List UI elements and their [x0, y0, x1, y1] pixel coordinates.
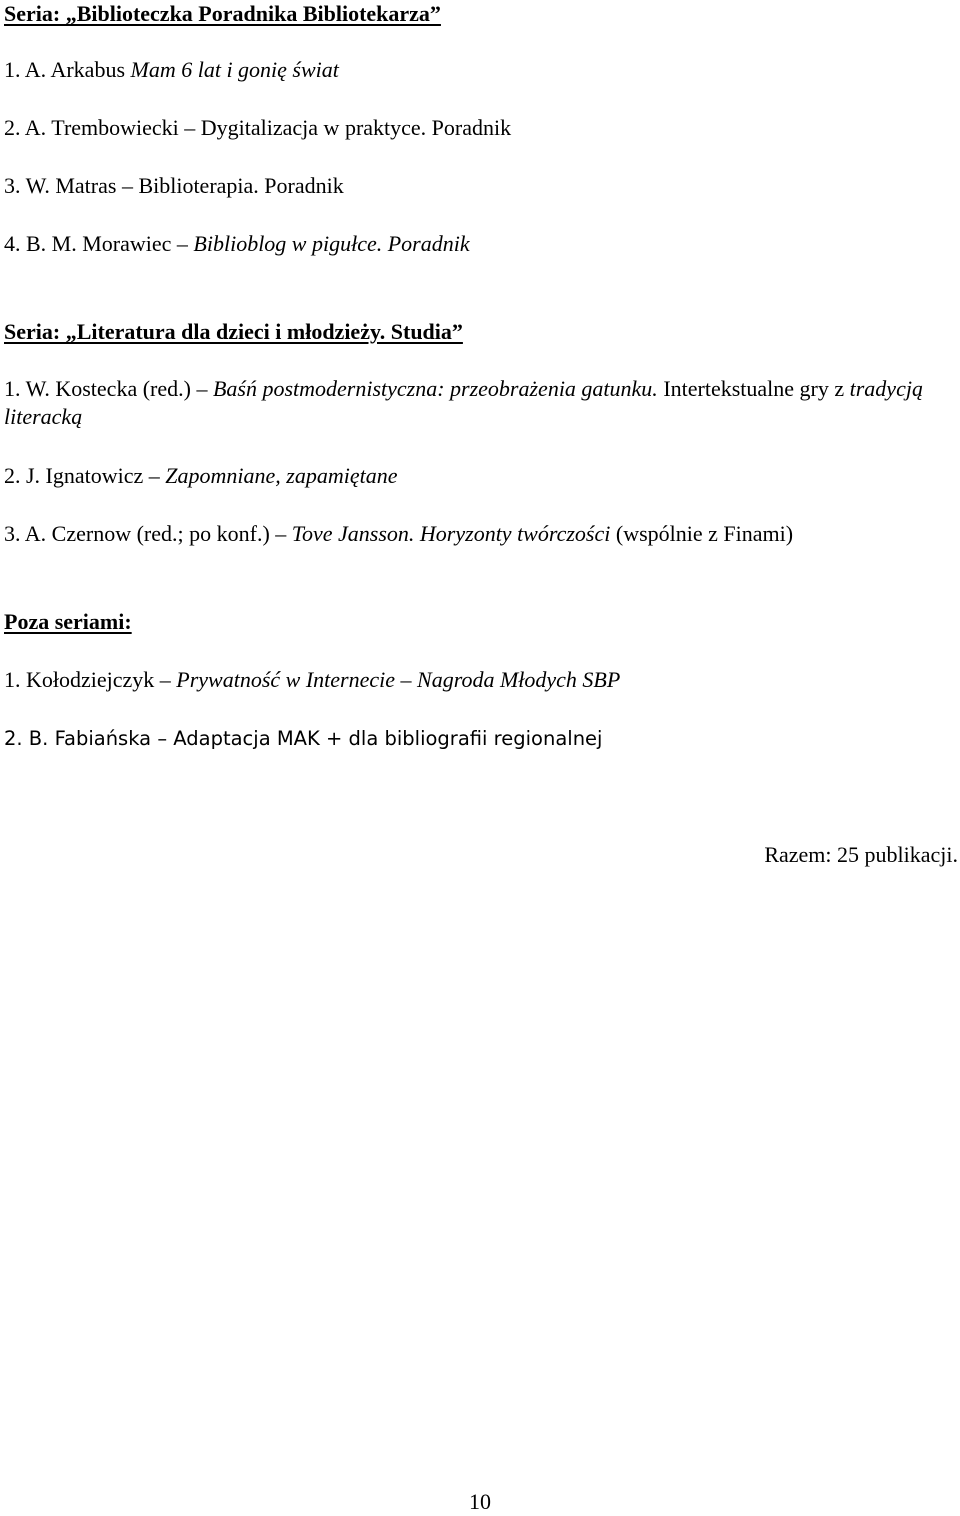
item-title: Tove Jansson. Horyzonty twórczości — [291, 521, 611, 546]
list-item — [4, 725, 602, 753]
list-item — [4, 462, 398, 490]
list-item — [4, 114, 511, 142]
item-text: 2. A. Trembowiecki – Dygitalizacja w praktyce. Poradnik — [4, 115, 512, 140]
list-item — [4, 375, 956, 431]
item-title: Biblioblog w pigułce. Poradnik — [193, 231, 470, 256]
list-item — [4, 172, 344, 200]
item-title: Mam 6 lat i gonię świat — [130, 57, 339, 82]
item-author: 4. B. M. Morawiec – — [4, 231, 194, 256]
item-text: 3. W. Matras – Biblioterapia. Poradnik — [4, 173, 344, 198]
item-author: 1. W. Kostecka (red.) – — [4, 376, 213, 401]
series-biblioteczka-heading: Seria: „Biblioteczka Poradnika Bibliotekarza” — [4, 1, 441, 26]
list-item — [4, 230, 470, 258]
item-author: 2. J. Ignatowicz – — [4, 463, 166, 488]
list-item — [4, 520, 793, 548]
item-title: Baśń postmodernistyczna: przeobrażenia gatunku. — [212, 376, 658, 401]
item-title: Prywatność w Internecie – Nagroda Młodych SBP — [176, 667, 621, 692]
item-subtitle: Intertekstualne gry z — [657, 376, 850, 401]
list-item — [4, 666, 620, 694]
page-number: 10 — [469, 1489, 491, 1514]
item-author: 1. A. Arkabus — [4, 57, 131, 82]
item-subtitle-italic: tradycją literacką — [4, 376, 923, 429]
item-author: 3. A. Czernow (red.; po konf.) – — [4, 521, 292, 546]
item-title: Zapomniane, zapamiętane — [165, 463, 398, 488]
item-note: (wspólnie z Finami) — [610, 521, 794, 546]
series-literatura-heading: Seria: „Literatura dla dzieci i młodzieży. Studia” — [4, 319, 463, 344]
other-publications-heading: Poza seriami: — [4, 609, 132, 634]
item-author: 1. Kołodziejczyk – — [4, 667, 177, 692]
list-item — [4, 56, 339, 84]
item-text: 2. B. Fabiańska – Adaptacja MAK + dla bibliografii regionalnej — [4, 727, 603, 750]
publication-total: Razem: 25 publikacji. — [764, 842, 958, 867]
